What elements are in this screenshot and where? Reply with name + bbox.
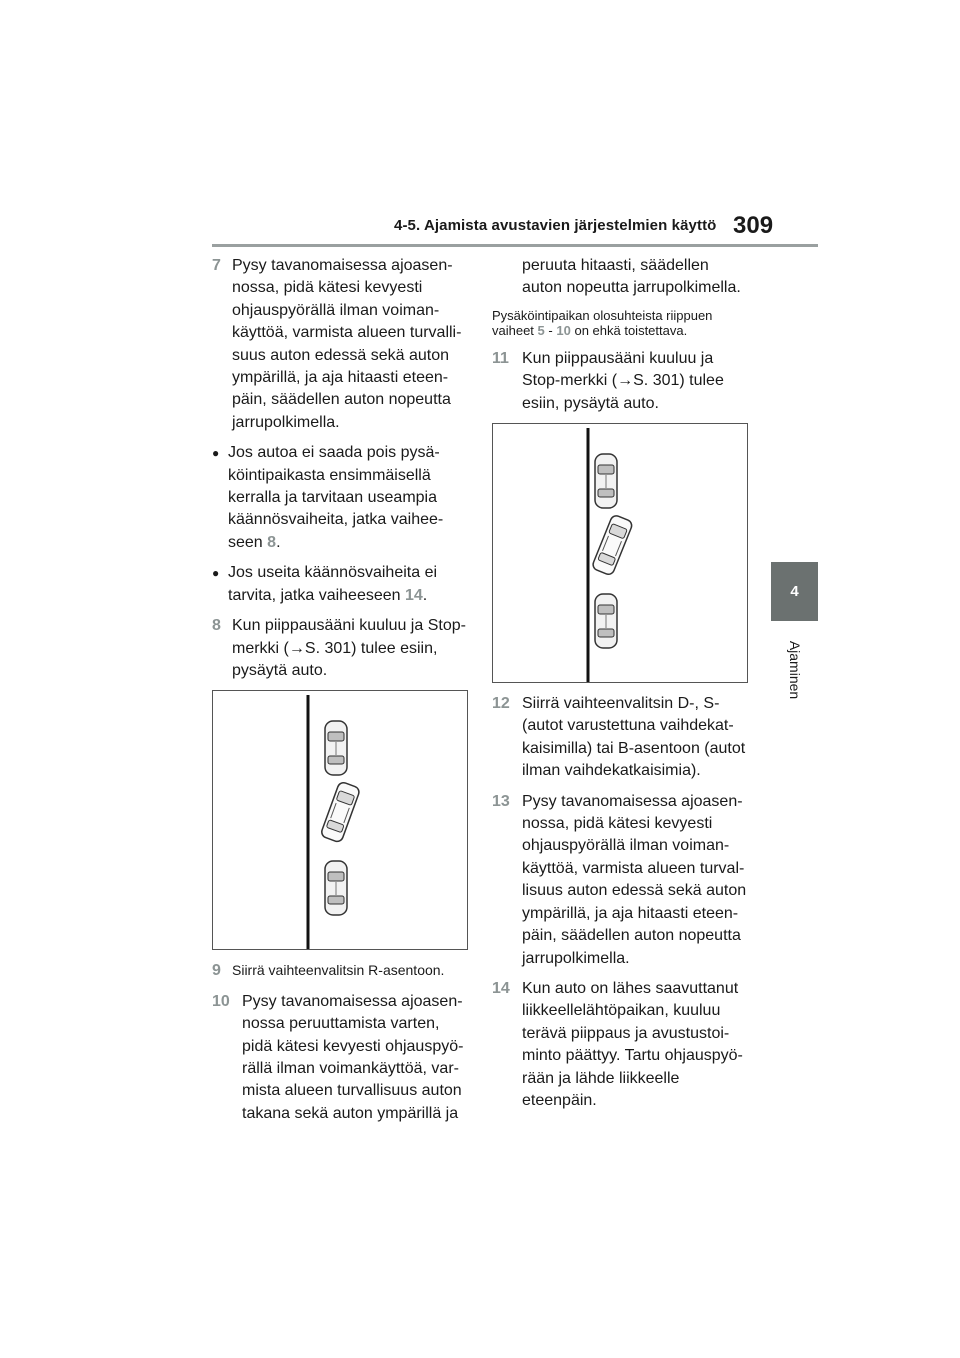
step-number: 8 (212, 617, 221, 635)
chapter-tab-label: Ajaminen (787, 640, 803, 700)
step-10-continued (492, 255, 750, 300)
step-text: Kun piippausääni kuuluu ja Stop-merkki ( (522, 349, 714, 390)
step-ref[interactable]: 8 (267, 533, 277, 551)
repeat-note (492, 308, 750, 338)
step-9 (212, 960, 470, 982)
note-text: Pysäköintipaikan olosuhteista riippuen vaiheet (492, 307, 713, 338)
step-ref[interactable]: 5 (537, 322, 545, 338)
step-number: 14 (492, 979, 510, 997)
right-column (492, 255, 750, 1120)
moving-car (320, 781, 361, 843)
step-text: Pysy tavanomaisessa ajoasennossa peruuttamista varten, pidä kätesi kevyesti ohjauspyörällä ilman voimankäyttöä, varmista alueen turvallisuus auton takana sekä auton ympärillä ja (242, 992, 464, 1122)
arrow-icon: → (288, 639, 305, 657)
parking-diagram-right (492, 423, 748, 683)
step-ref[interactable]: 14 (405, 586, 423, 604)
step-14 (492, 978, 750, 1112)
step-13 (492, 791, 750, 970)
step-number: 7 (212, 257, 221, 274)
left-column (212, 255, 470, 1133)
step-11 (492, 348, 750, 415)
step-text: Siirrä vaihteenvalitsin D-, S- (autot varustettuna vaihdekatkaisimilla) tai B-asentoon (autot ilman vaihdekatkaisimia). (522, 695, 746, 780)
note-dash: - (548, 322, 553, 338)
step-text: peruuta hitaasti, säädellen auton nopeutta jarrupolkimella. (522, 257, 741, 297)
bullet-end: . (276, 533, 281, 551)
step-text: Pysy tavanomaisessa ajoasennossa, pidä kätesi kevyesti ohjauspyörällä ilman voimankäyttöä, varmista alueen turvallisuus auton edessä sekä auton ympärillä, ja aja hitaasti eteenpäin, säädellen auton nopeutta jarrupolkimella. (232, 257, 462, 431)
arrow-icon: → (617, 372, 634, 390)
moving-car (591, 514, 633, 576)
step-8 (212, 615, 470, 682)
step-7 (212, 255, 470, 434)
chapter-tab-number: 4 (790, 583, 799, 600)
parked-car-bottom (595, 594, 617, 648)
step-text: Kun piippausääni kuuluu ja Stop-merkki ( (232, 617, 466, 657)
parking-illustration (493, 424, 747, 682)
step-10 (212, 991, 470, 1125)
step-ref[interactable]: 10 (556, 322, 571, 338)
step-12 (492, 693, 750, 783)
bullet-dot-icon: ● (212, 446, 220, 461)
header-rule (212, 244, 818, 247)
step-text: Kun auto on lähes saavuttanut liikkeellelähtöpaikan, kuuluu terävä piippaus ja avustustoiminto päättyy. Tartu ohjauspyörään ja lähde liikkeelle eteenpäin. (522, 979, 743, 1109)
note-text: on ehkä toistettava. (574, 322, 688, 338)
bullet-item (212, 442, 470, 554)
bullet-end: . (422, 586, 428, 604)
step-number: 12 (492, 695, 510, 713)
bullet-item (212, 562, 470, 607)
page-number: 309 (733, 212, 774, 239)
parking-illustration (213, 691, 467, 949)
bullet-dot-icon: ● (212, 566, 220, 581)
step-number: 13 (492, 792, 510, 810)
step-text: Siirrä vaihteenvalitsin R-asentoon. (232, 962, 445, 979)
step-number: 10 (212, 992, 230, 1010)
page-ref-link[interactable]: S. 301) tulee esiin, pysäytä auto. (232, 639, 438, 679)
parked-car-top (595, 454, 617, 508)
chapter-tab[interactable] (771, 562, 818, 621)
parked-car-bottom (325, 861, 347, 915)
bullet-text: Jos autoa ei saada pois pysäköintipaikasta ensimmäisellä kerralla ja tarvitaan useampia käännösvaiheita, jatka vaiheeseen (228, 444, 444, 551)
step-number: 11 (492, 349, 509, 367)
step-text: Pysy tavanomaisessa ajoasennossa, pidä kätesi kevyesti ohjauspyörällä ilman voimankäyttöä, varmista alueen turvallisuus auton edessä sekä auton ympärillä, ja aja hitaasti eteenpäin, säädellen auton nopeutta jarrupolkimella. (522, 792, 747, 967)
parking-diagram-left (212, 690, 468, 950)
chapter-title: 4-5. Ajamista avustavien järjestelmien käyttö (394, 217, 717, 234)
bullet-text: Jos useita käännösvaiheita ei tarvita, jatka vaiheeseen (228, 564, 438, 604)
step-number: 9 (212, 962, 221, 980)
page-ref-link[interactable]: S. 301) tulee esiin, pysäytä auto. (522, 372, 724, 412)
parked-car-top (325, 721, 347, 775)
